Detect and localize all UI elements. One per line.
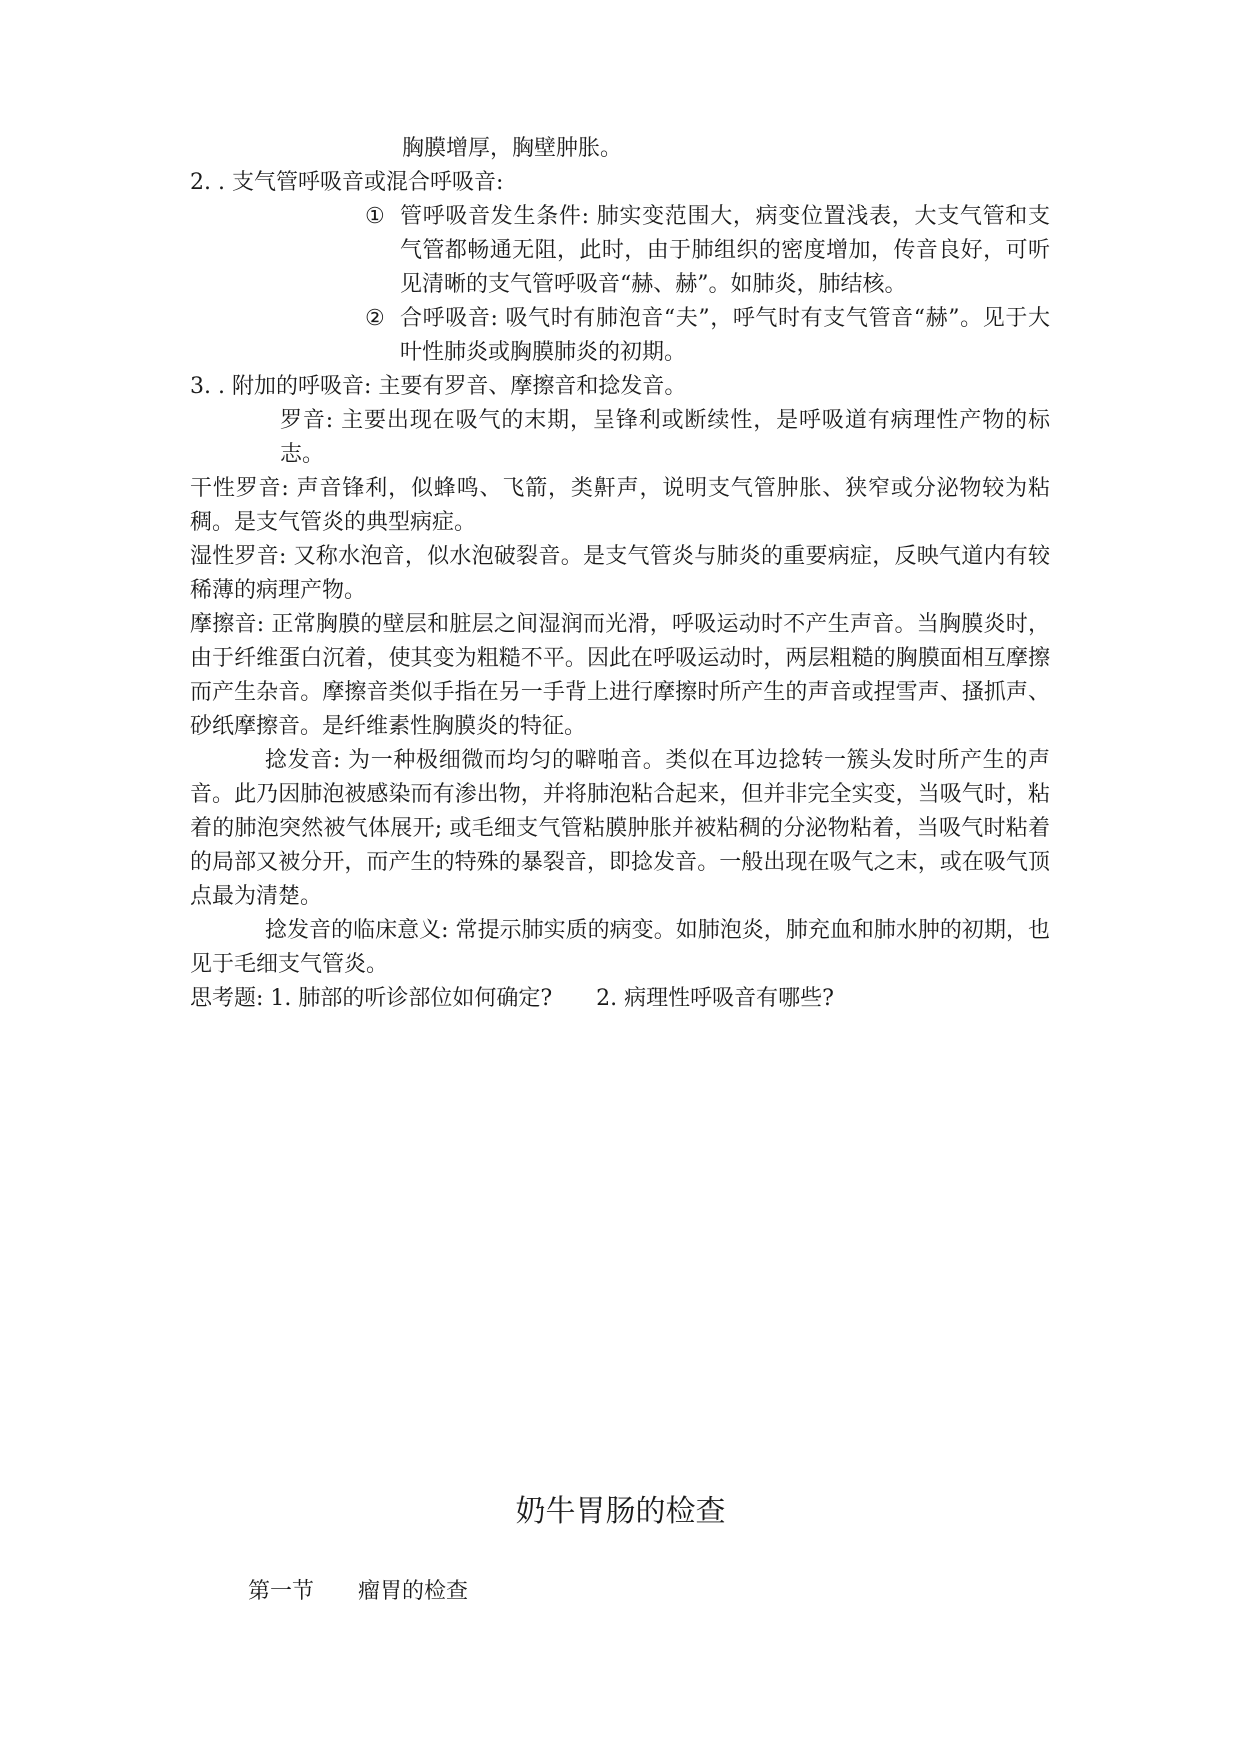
item-2-subitem-1 (365, 200, 1050, 302)
crepitus-significance-paragraph: 捻发音的临床意义: 常提示肺实质的病变。如肺泡炎，肺充血和肺水肿的初期，也见于毛细支气管炎。 (190, 918, 1050, 977)
continuation-line: 胸膜增厚，胸壁肿胀。 (402, 136, 623, 161)
friction-sound-paragraph: 摩擦音: 正常胸膜的壁层和脏层之间湿润而光滑，呼吸运动时不产生声音。当胸膜炎时，由于纤维蛋白沉着，使其变为粗糙不平。因此在呼吸运动时，两层粗糙的胸膜面相互摩擦而产生杂音。摩擦音类似手指在另一手背上进行摩擦时所产生的声音或捏雪声、搔抓声、砂纸摩擦音。是纤维素性胸膜炎的特征。 (190, 612, 1050, 739)
subitem-2-text: 合呼吸音: 吸气时有肺泡音“夫”，呼气时有支气管音“赫”。见于大叶性肺炎或胸膜肺炎的初期。 (400, 306, 1050, 365)
subitem-1-text: 管呼吸音发生条件: 肺实变范围大，病变位置浅表，大支气管和支气管都畅通无阻，此时，由于肺组织的密度增加，传音良好，可听见清晰的支气管呼吸音“赫、赫”。如肺炎，肺结核。 (400, 204, 1050, 297)
crepitus-paragraph: 捻发音: 为一种极细微而均匀的噼啪音。类似在耳边捻转一簇头发时所产生的声音。此乃因肺泡被感染而有渗出物，并将肺泡粘合起来，但并非完全实变，当吸气时，粘着的肺泡突然被气体展开; 或毛细支气管粘膜肿胀并被粘稠的分泌物粘着，当吸气时粘着的局部又被分开，而产生的特殊的暴裂音，即捻发音。一般出现在吸气之末，或在吸气顶点最为清楚。 (190, 748, 1050, 909)
wet-rales-paragraph: 湿性罗音: 又称水泡音，似水泡破裂音。是支气管炎与肺炎的重要病症，反映气道内有较稀薄的病理产物。 (190, 544, 1050, 603)
dry-rales-paragraph: 干性罗音: 声音锋利，似蜂鸣、飞箭，类鼾声，说明支气管肿胀、狭窄或分泌物较为粘稠。是支气管炎的典型病症。 (190, 476, 1050, 535)
rales-paragraph: 罗音: 主要出现在吸气的末期，呈锋利或断续性，是呼吸道有病理性产物的标志。 (280, 408, 1050, 467)
item-3-heading: 3. . 附加的呼吸音: 主要有罗音、摩擦音和捻发音。 (190, 374, 687, 399)
circled-number-1: ① (365, 204, 385, 229)
circled-number-2: ② (365, 306, 385, 331)
item-2-subitem-2 (365, 302, 1050, 370)
chapter-title: 奶牛胃肠的检查 (515, 1494, 726, 1529)
review-questions: 思考题: 1. 肺部的听诊部位如何确定? 2. 病理性呼吸音有哪些? (190, 986, 834, 1011)
section-heading: 第一节 瘤胃的检查 (248, 1579, 469, 1604)
main-text (190, 132, 1050, 1016)
item-2-heading: 2. . 支气管呼吸音或混合呼吸音: (190, 170, 504, 195)
